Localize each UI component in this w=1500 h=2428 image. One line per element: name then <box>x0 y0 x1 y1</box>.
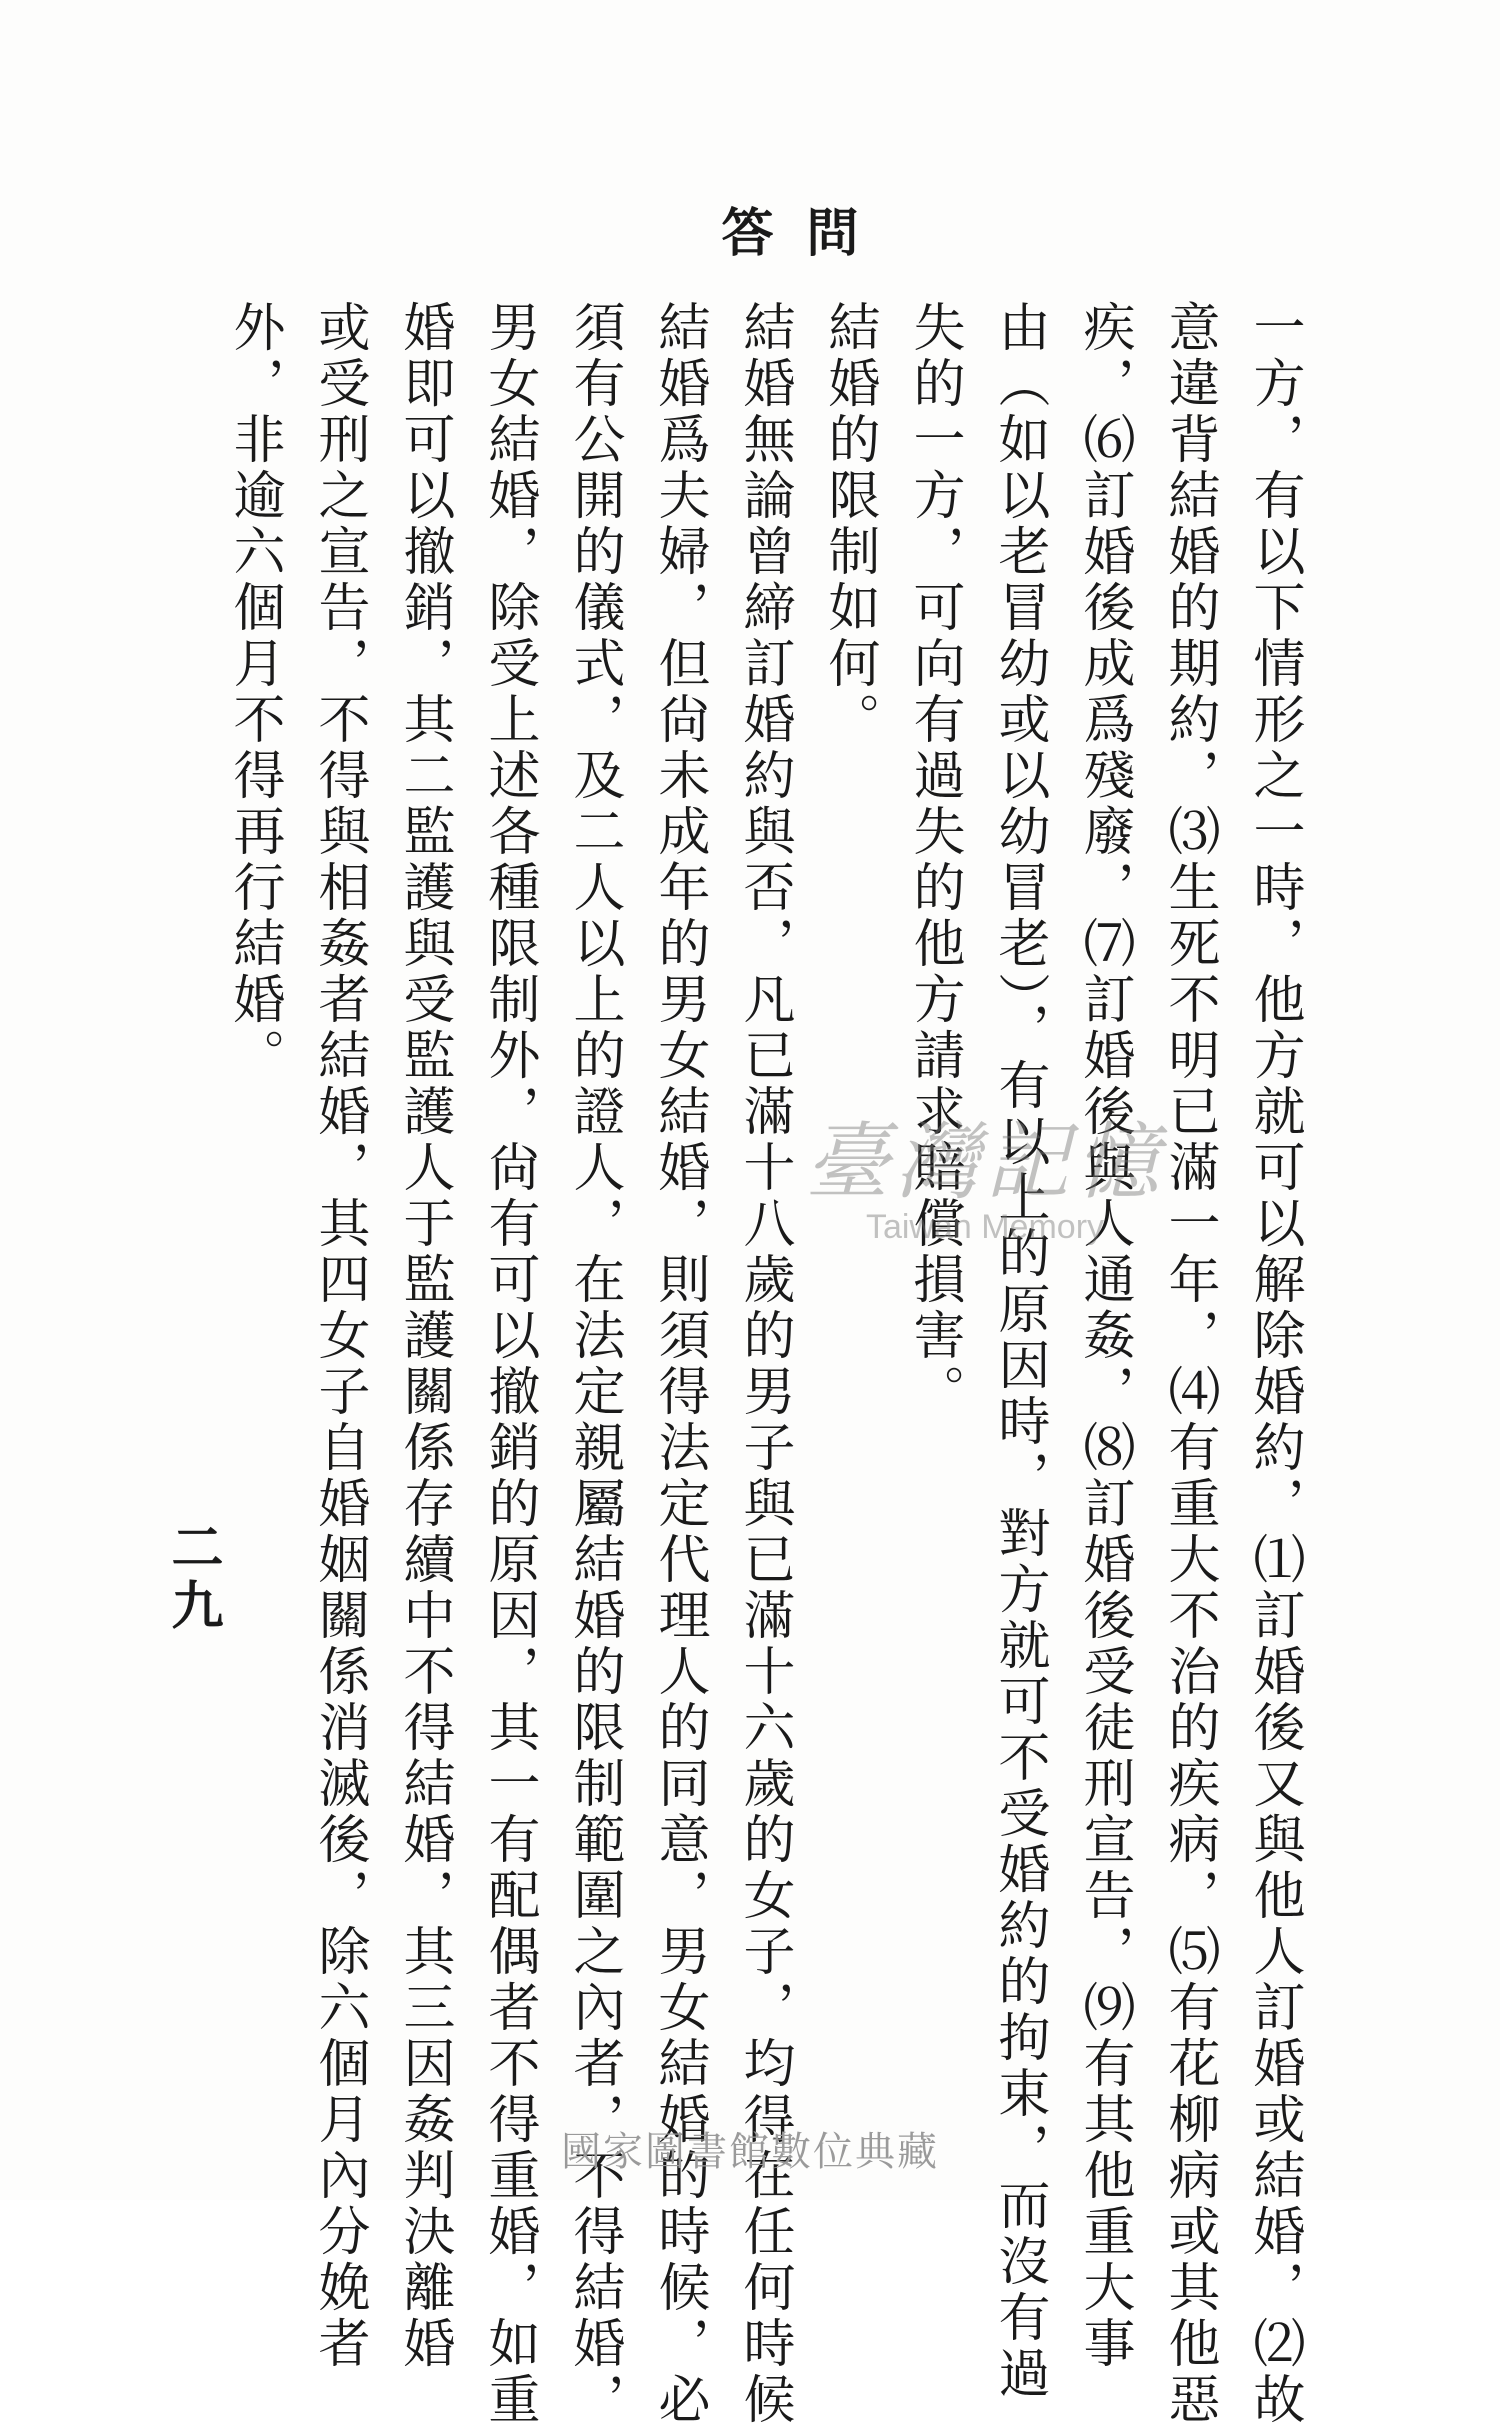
question-label: 問 <box>797 205 858 261</box>
text-column-2: 意違背結婚的期約，⑶生死不明已滿一年，⑷有重大不治的疾病，⑸有花柳病或其他惡 <box>1159 300 1219 2428</box>
text-column-5: 失的一方，可向有過失的他方請求賠償損害。 <box>904 300 964 1420</box>
text-column-11: 婚即可以撤銷，其二監護與受監護人于監護關係存續中不得結婚，其三因姦判決離婚 <box>394 300 454 2372</box>
text-column-7: 結婚無論曾締訂婚約與否，凡已滿十八歲的男子與已滿十六歲的女子，均得在任何時候 <box>734 300 794 2428</box>
text-column-9: 須有公開的儀式，及二人以上的證人，在法定親屬結婚的限制範圍之內者，不得結婚， <box>564 300 624 2428</box>
text-column-10: 男女結婚，除受上述各種限制外，尙有可以撤銷的原因，其一有配偶者不得重婚，如重 <box>479 300 539 2428</box>
page-number: 二九 <box>162 1520 223 1636</box>
text-column-3: 疾，⑹訂婚後成爲殘廢，⑺訂婚後與人通姦，⑻訂婚後受徒刑宣告，⑼有其他重大事 <box>1074 300 1134 2372</box>
text-column-13: 外，非逾六個月不得再行結婚。 <box>224 300 284 1084</box>
text-column-8: 結婚爲夫婦，但尙未成年的男女結婚，則須得法定代理人的同意，男女結婚的時候，必 <box>649 300 709 2428</box>
answer-label: 答 <box>712 205 773 261</box>
watermark-logo <box>770 1095 1200 1285</box>
text-column-12: 或受刑之宣告，不得與相姦者結婚，其四女子自婚姻關係消滅後，除六個月內分娩者 <box>309 300 369 2372</box>
text-column-1: 一方，有以下情形之一時，他方就可以解除婚約，⑴訂婚後又與他人訂婚或結婚，⑵故 <box>1244 300 1304 2428</box>
text-column-6: 結婚的限制如何。 <box>819 300 879 748</box>
watermark-english: Taiwan Memory <box>865 1208 1105 1246</box>
watermark-chinese: 臺灣記憶 <box>804 1113 1165 1211</box>
text-column-4: 由（如以老冒幼或以幼冒老），有以上的原因時，對方就可不受婚約的拘束，而沒有過 <box>989 300 1049 2402</box>
footer-caption: 國家圖書館數位典藏 <box>561 2129 939 2175</box>
